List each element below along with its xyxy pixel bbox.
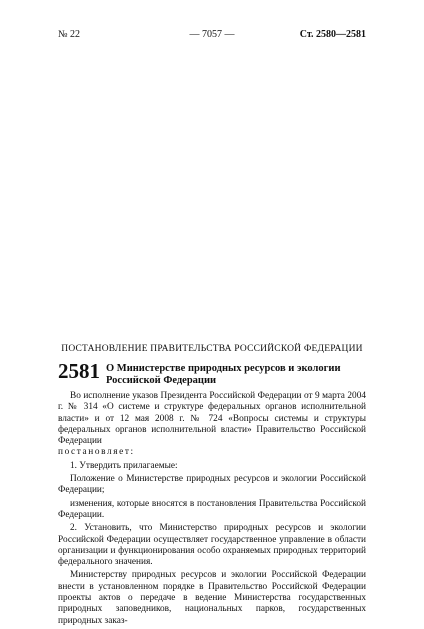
page-number: — 7057 — (189, 29, 235, 40)
decree-title: О Министерстве природных ресурсов и экологии Российской Федерации (106, 363, 341, 386)
decree-number: 2581 (58, 359, 100, 383)
ruling-title: ПОСТАНОВЛЕНИЕ ПРАВИТЕЛЬСТВА РОССИЙСКОЙ ФЕДЕРАЦИИ (61, 344, 363, 354)
item-2: 2. Установить, что Министерство природных ресурсов и экологии Российской Федерации осуществляет государственное управление в области организации и функционирования особо охраняемых природных территорий федерального значения. (58, 523, 366, 568)
running-header (58, 28, 366, 42)
preamble-paragraph (58, 391, 366, 459)
article-range: Ст. 2580—2581 (299, 29, 366, 40)
preamble-text: Во исполнение указов Президента Российской Федерации от 9 марта 2004 г. № 314 «О системе и структуре федеральных органов исполнительной власти» и от 12 мая 2008 г. № 724 «Вопросы системы и структуры федеральных органов исполнительной власти» Правительство Российской Федерации (58, 391, 366, 447)
item-1-b: изменения, которые вносятся в постановления Правительства Российской Федерации. (58, 498, 366, 520)
item-1-a: Положение о Министерстве природных ресурсов и экологии Российской Федерации; (58, 474, 366, 496)
decree-body (58, 343, 366, 629)
decree-heading (58, 361, 366, 387)
issue-number: № 22 (58, 29, 81, 40)
item-1: 1. Утвердить прилагаемые: (70, 460, 178, 471)
resolves-keyword: постановляет: (58, 447, 135, 458)
item-2-continuation: Министерству природных ресурсов и экологии Российской Федерации внести в установленном порядке в Правительство Российской Федерации проекты актов о передаче в ведение Министерства государственных природных заповедников, национальных парков, государственных природных заказ- (58, 570, 366, 626)
